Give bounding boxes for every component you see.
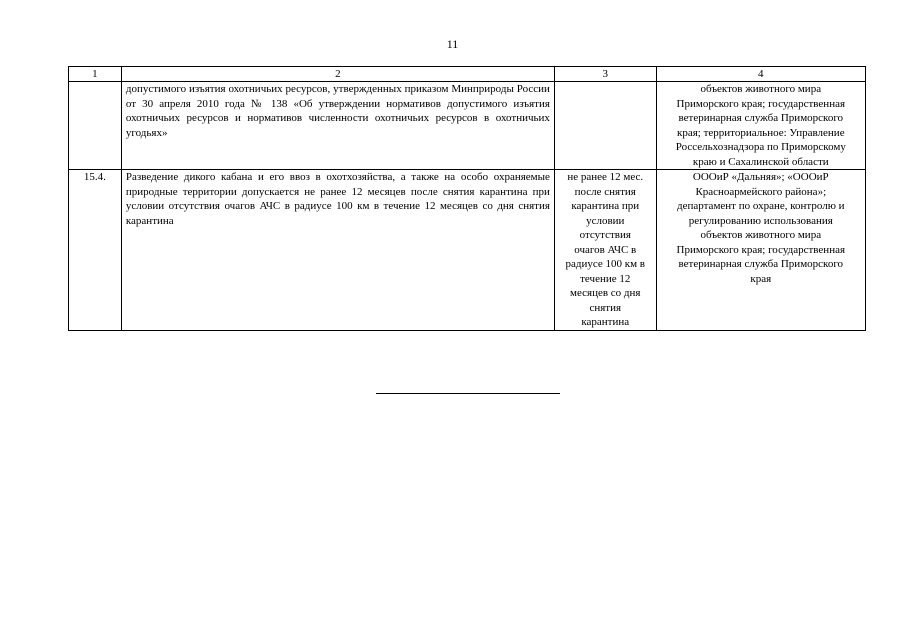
cell-line: снятия: [589, 301, 622, 314]
cell-line: Приморского края; государственная: [676, 243, 846, 256]
responsible-cell: [656, 170, 865, 331]
measure-description: допустимого изъятия охотничьих ресурсов, утвержденных приказом Минприроды России от 30 апреля 2010 года № 138 «Об утверждении нормативов допустимого изъятия охотничьих ресурсов и нормативов численности охотничьих ресурсов в охотничьих угодьях»: [121, 82, 554, 170]
cell-line: края; территориальное: Управление: [677, 126, 845, 139]
cell-line: Красноармейского района»;: [695, 185, 827, 198]
row-number: 15.4.: [69, 170, 122, 331]
cell-line: Приморского края; государственная: [676, 97, 846, 110]
page-number: 11: [446, 37, 459, 51]
table-header-row: [69, 67, 866, 82]
measure-description: Разведение дикого кабана и его ввоз в охотхозяйства, а также на особо охраняемые природные территории допускается не ранее 12 месяцев после снятия карантина при условии отсутствия очагов АЧС в радиусе 100 км в течение 12 месяцев со дня снятия карантина: [121, 170, 554, 331]
cell-line: объектов животного мира: [700, 83, 822, 95]
cell-line: объектов животного мира: [700, 229, 822, 241]
cell-line: радиусе 100 км в: [565, 258, 645, 270]
cell-line: ветеринарная служба Приморского: [678, 258, 844, 270]
column-header-2: 2: [121, 67, 554, 82]
responsible-cell: [656, 82, 865, 170]
cell-line: ветеринарная служба Приморского: [678, 112, 844, 124]
cell-line: не ранее 12 мес.: [567, 171, 644, 183]
cell-line: краю и Сахалинской области: [692, 155, 829, 168]
table-row: [69, 82, 866, 170]
cell-line: края: [750, 272, 772, 285]
row-number: [69, 82, 122, 170]
cell-line: Россельхознадзора по Приморскому: [675, 141, 846, 153]
footer-divider: [376, 393, 560, 394]
cell-line: департамент по охране, контролю и: [677, 200, 845, 212]
term-cell: [554, 82, 656, 170]
term-cell: [554, 170, 656, 331]
cell-line: после снятия: [574, 185, 636, 198]
column-header-3: 3: [554, 67, 656, 82]
cell-line: месяцев со дня: [570, 287, 641, 299]
cell-line: карантина: [581, 316, 630, 328]
cell-line: регулированию использования: [688, 214, 833, 227]
cell-line: течение 12: [580, 272, 631, 285]
cell-line: отсутствия: [579, 229, 631, 241]
column-header-1: 1: [69, 67, 122, 82]
document-table: [68, 66, 866, 331]
cell-line: ОООиР «Дальняя»; «ОООиР: [692, 171, 829, 183]
column-header-4: 4: [656, 67, 865, 82]
cell-line: карантина при: [571, 200, 640, 212]
table-row: [69, 170, 866, 331]
cell-line: очагов АЧС в: [574, 243, 637, 256]
cell-line: условии: [586, 214, 625, 227]
